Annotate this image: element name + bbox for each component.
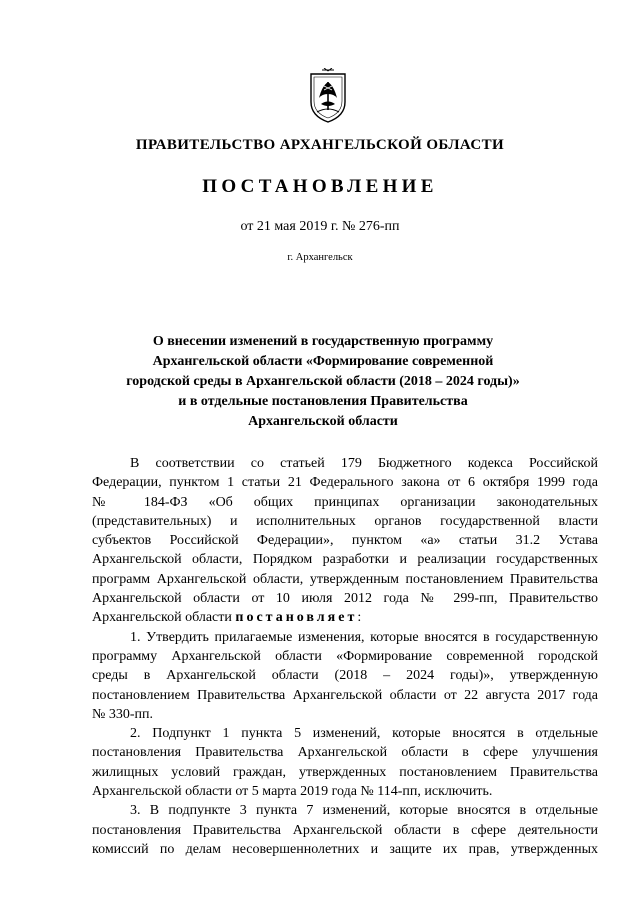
- subject-line: и в отдельные постановления Правительства: [178, 394, 468, 409]
- item-1-line: среды в Архангельской области (2018 – 2024 годы)», утвержденную: [92, 668, 598, 684]
- resolve-suffix: :: [357, 610, 362, 626]
- document-type: ПОСТАНОВЛЕНИЕ: [202, 176, 438, 197]
- body-line: Архангельской области, Порядком разработки и реализации государственных: [92, 552, 598, 568]
- item-1-line: 1. Утвердить прилагаемые изменения, которые вносятся в государственную: [130, 629, 598, 645]
- document-city: г. Архангельск: [287, 252, 353, 263]
- resolve-line: [92, 608, 598, 627]
- item-2-line: жилищных условий граждан, утвержденных постановлением Правительства: [92, 764, 598, 780]
- coat-of-arms-emblem: [308, 68, 348, 124]
- item-2-line: Архангельской области от 5 марта 2019 года № 114-пп, исключить.: [92, 784, 493, 800]
- subject-line: городской среды в Архангельской области (2018 – 2024 годы)»: [126, 374, 520, 389]
- document-body: [92, 454, 598, 859]
- subject-line: Архангельской области «Формирование современной: [152, 354, 494, 369]
- subject-line: Архангельской области: [248, 414, 398, 429]
- body-line: субъектов Российской Федерации», пунктом «а» статьи 31.2 Устава: [92, 533, 598, 549]
- document-date-number: от 21 мая 2019 г. № 276-пп: [240, 219, 400, 234]
- item-1-line: постановлением Правительства Архангельской области от 22 августа 2017 года: [92, 687, 598, 703]
- body-line: В соответствии со статьей 179 Бюджетного кодекса Российской: [130, 456, 598, 471]
- body-line: Архангельской области от 10 июля 2012 года № 299-пп, Правительство: [92, 591, 598, 607]
- resolve-word: постановляет: [235, 610, 358, 626]
- item-3-line: 3. В подпункте 3 пункта 7 изменений, которые вносятся в отдельные: [130, 803, 598, 819]
- body-line: программ Архангельской области, утвержденным постановлением Правительства: [92, 571, 598, 587]
- resolve-prefix: Архангельской области: [92, 610, 236, 626]
- item-1-line: № 330-пп.: [92, 706, 154, 722]
- item-2-line: 2. Подпункт 1 пункта 5 изменений, которые вносятся в отдельные: [130, 726, 598, 742]
- item-1-line: программу Архангельской области «Формирование современной городской: [92, 648, 598, 664]
- organization-title: ПРАВИТЕЛЬСТВО АРХАНГЕЛЬСКОЙ ОБЛАСТИ: [135, 137, 505, 153]
- subject-line: О внесении изменений в государственную программу: [152, 334, 494, 349]
- item-3-line: комиссий по делам несовершеннолетних и защите их прав, утвержденных: [92, 841, 598, 857]
- item-2-line: постановления Правительства Архангельской области в сфере улучшения: [92, 745, 598, 761]
- body-line: Федерации, пунктом 1 статьи 21 Федерального закона от 6 октября 1999 года: [92, 475, 598, 491]
- document-subject: [90, 332, 556, 432]
- body-line: (представительных) и исполнительных органов государственной власти: [92, 513, 598, 529]
- item-3-line: постановления Правительства Архангельской области в сфере деятельности: [92, 822, 598, 838]
- body-line: № 184-ФЗ «Об общих принципах организации законодательных: [92, 494, 598, 510]
